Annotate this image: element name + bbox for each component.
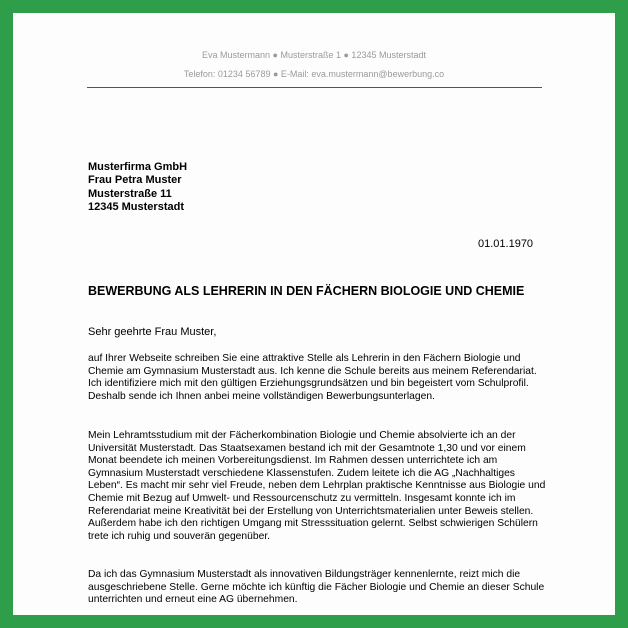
recipient-city: 12345 Musterstadt (88, 200, 184, 213)
letter-page (13, 13, 615, 615)
header-divider (87, 87, 542, 88)
letter-date: 01.01.1970 (478, 238, 534, 250)
recipient-name: Frau Petra Muster (88, 174, 182, 187)
sender-address-line: Eva Mustermann ● Musterstraße 1 ● 12345 Musterstadt (202, 50, 426, 60)
body-paragraph-2: Mein Lehramtsstudium mit der Fächerkombination Biologie und Chemie absolvierte ich an der Universität Musterstadt. Das Staatsexamen bestand ich mit der Gesamtnote 1,30 und vor einem Monat beendete ich meinen Vorbereitungsdienst. Im Rahmen dessen unterrichtete ich am Gymnasium Musterstadt verschiedene Klassenstufen. Zudem leitete ich die AG „Nachhaltiges Leben“. Es macht mir sehr viel Freude, neben dem Lehrplan praktische Kenntnisse aus Biologie und Chemie mit Bezug auf Umwelt- und Ressourcenschutz zu vermitteln. Insgesamt konnte ich im Referendariat meine Kreativität bei der Erstellung von Unterrichtsmaterialien unter Beweis stellen. Außerdem habe ich den richtigen Umgang mit Stresssituation gelernt. Selbst schwierigen Schülern trete ich ruhig und souverän gegenüber. (88, 430, 546, 542)
body-paragraph-3: Da ich das Gymnasium Musterstadt als innovativen Bildungsträger kennenlernte, reizt mich die ausgeschriebene Stelle. Gerne möchte ich künftig die Fächer Biologie und Chemie an dieser Schule unterrichten und erneut eine AG übernehmen. (88, 569, 545, 606)
recipient-company: Musterfirma GmbH (88, 161, 188, 173)
letter-subject: BEWERBUNG ALS LEHRERIN IN DEN FÄCHERN BIOLOGIE UND CHEMIE (88, 284, 525, 298)
sender-contact-line: Telefon: 01234 56789 ● E-Mail: eva.mustermann@bewerbung.co (183, 69, 445, 79)
recipient-address-block (88, 161, 187, 214)
recipient-street: Musterstraße 11 (88, 187, 172, 200)
letter-salutation: Sehr geehrte Frau Muster, (88, 326, 217, 338)
body-paragraph-1: auf Ihrer Webseite schreiben Sie eine attraktive Stelle als Lehrerin in den Fächern Biologie und Chemie am Gymnasium Musterstadt aus. Ich kenne die Schule bereits aus meinem Referendariat. Ich identifiziere mich mit den gültigen Erziehungsgrundsätzen und bin begeistert vom Schulprofil. Deshalb sende ich Ihnen anbei meine vollständigen Bewerbungsunterlagen. (88, 353, 537, 402)
